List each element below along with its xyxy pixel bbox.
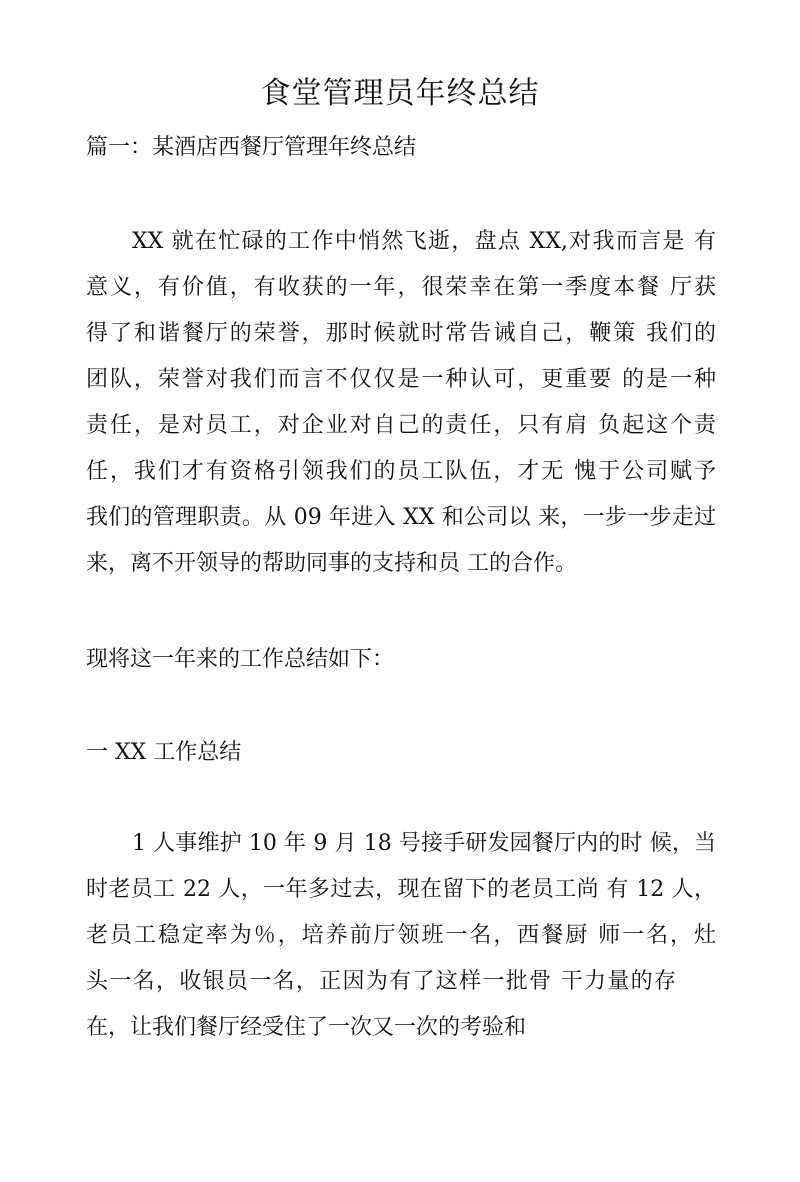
paragraph-line: 在，让我们餐厅经受住了一次又一次的考验和: [86, 1015, 527, 1040]
section-heading: 一 XX 工作总结: [86, 740, 242, 765]
paragraph-line: 责任，是对员工，对企业对自己的责任，只有肩 负起这个责: [86, 413, 716, 438]
document-subtitle: 篇一：某酒店西餐厅管理年终总结: [86, 135, 417, 160]
paragraph-line: 头一名，收银员一名，正因为有了这样一批骨 干力量的存: [86, 969, 676, 994]
paragraph-line: 我们的管理职责。从 09 年进入 XX 和公司以 来，一步一步走过: [86, 505, 716, 530]
paragraph-line: 任，我们才有资格引领我们的员工队伍，才无 愧于公司赋予: [86, 459, 716, 484]
paragraph-line: XX 就在忙碌的工作中悄然飞逝，盘点 XX,对我而言是 有: [132, 229, 716, 254]
paragraph-line: 团队，荣誉对我们而言不仅仅是一种认可，更重要 的是一种: [86, 367, 716, 392]
paragraph-line: 得了和谐餐厅的荣誉，那时候就时常告诫自己，鞭策 我们的: [86, 321, 716, 346]
paragraph-line: 意义，有价值，有收获的一年，很荣幸在第一季度本餐 厅获: [86, 275, 716, 300]
paragraph-line: 来，离不开领导的帮助同事的支持和员 工的合作。: [86, 551, 577, 576]
paragraph-line: 时老员工 22 人，一年多过去，现在留下的老员工尚 有 12 人，: [86, 877, 716, 902]
document-title: 食堂管理员年终总结: [260, 76, 540, 111]
paragraph-line: 1 人事维护 10 年 9 月 18 号接手研发园餐厅内的时 候，当: [132, 831, 716, 856]
paragraph-line: 老员工稳定率为％，培养前厅领班一名，西餐厨 师一名，灶: [86, 923, 716, 948]
summary-intro: 现将这一年来的工作总结如下：: [86, 647, 395, 672]
